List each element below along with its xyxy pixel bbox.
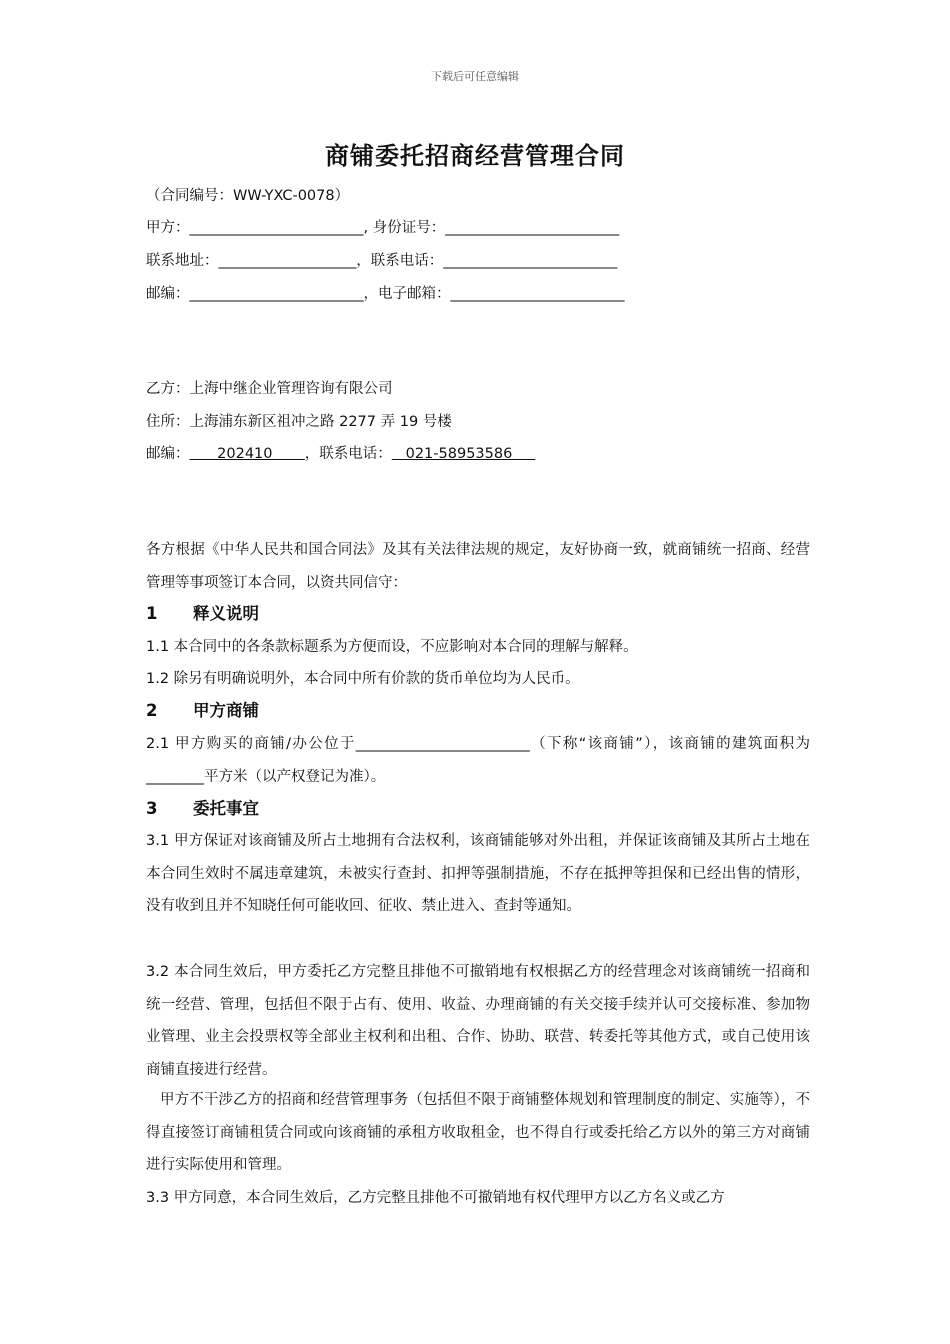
section-number: 1 [146, 604, 158, 623]
section-title: 委托事宜 [193, 799, 259, 818]
postcode-value: 202410 [189, 446, 305, 462]
phone-label: ，联系电话： [304, 446, 392, 462]
contract-title: 商铺委托招商经营管理合同 [325, 142, 625, 170]
party-a-postcode-email: 邮编：________________________，电子邮箱：________________________ [146, 286, 625, 302]
section-title: 甲方商铺 [193, 701, 259, 720]
section-title: 释义说明 [193, 604, 259, 623]
clause-paragraph: 1.2 除另有明确说明外，本合同中所有价款的货币单位均为人民币。 [146, 671, 580, 687]
party-b-address: 住所：上海浦东新区祖冲之路 2277 弄 19 号楼 [146, 414, 452, 430]
clause-paragraph: 2.1 甲方购买的商铺/办公位于________________________（下称“该商铺”），该商铺的建筑面积为________平方米（以产权登记为准）。 [146, 736, 810, 785]
header-note: 下载后可任意编辑 [431, 70, 519, 83]
contract-number: （合同编号：WW-YXC-0078） [146, 188, 350, 204]
section-number: 3 [146, 799, 158, 818]
section-heading [146, 797, 259, 821]
clause-paragraph: 3.2 本合同生效后，甲方委托乙方完整且排他不可撤销地有权根据乙方的经营理念对该商铺统一招商和统一经营、管理，包括但不限于占有、使用、收益、办理商铺的有关交接手续并认可交接标准、参加物业管理、业主会投票权等全部业主权利和出租、合作、协助、联营、转委托等其他方式，或自己使用该商铺直接进行经营。 [146, 964, 810, 1078]
section-heading [146, 699, 259, 723]
clause-paragraph: 3.1 甲方保证对该商铺及所占土地拥有合法权利，该商铺能够对外出租，并保证该商铺及其所占土地在本合同生效时不属违章建筑，未被实行查封、扣押等强制措施，不存在抵押等担保和已经出售的情形，没有收到且并不知晓任何可能收回、征收、禁止进入、查封等通知。 [146, 833, 810, 914]
phone-value: 021-58953586 [391, 446, 536, 462]
clause-paragraph: 甲方不干涉乙方的招商和经营管理事务（包括但不限于商铺整体规划和管理制度的制定、实施等），不得直接签订商铺租赁合同或向该商铺的承租方收取租金，也不得自行或委托给乙方以外的第三方对商铺进行实际使用和管理。 [146, 1092, 810, 1173]
clause-paragraph: 3.3 甲方同意，本合同生效后，乙方完整且排他不可撤销地有权代理甲方以乙方名义或乙方 [146, 1190, 725, 1206]
party-b-postcode-phone [146, 444, 535, 464]
section-number: 2 [146, 701, 158, 720]
clause-paragraph: 1.1 本合同中的各条款标题系为方便而设，不应影响对本合同的理解与解释。 [146, 639, 638, 655]
section-heading [146, 602, 259, 626]
postcode-label: 邮编： [146, 446, 190, 462]
party-b-name: 乙方：上海中继企业管理咨询有限公司 [146, 381, 393, 397]
party-a-contact: 联系地址：___________________，联系电话：________________________ [146, 253, 618, 269]
intro-paragraph: 各方根据《中华人民共和国合同法》及其有关法律法规的规定，友好协商一致，就商铺统一招商、经营管理等事项签订本合同，以资共同信守： [146, 542, 810, 591]
party-a-name-id: 甲方：________________________, 身份证号：________________________ [146, 220, 620, 236]
